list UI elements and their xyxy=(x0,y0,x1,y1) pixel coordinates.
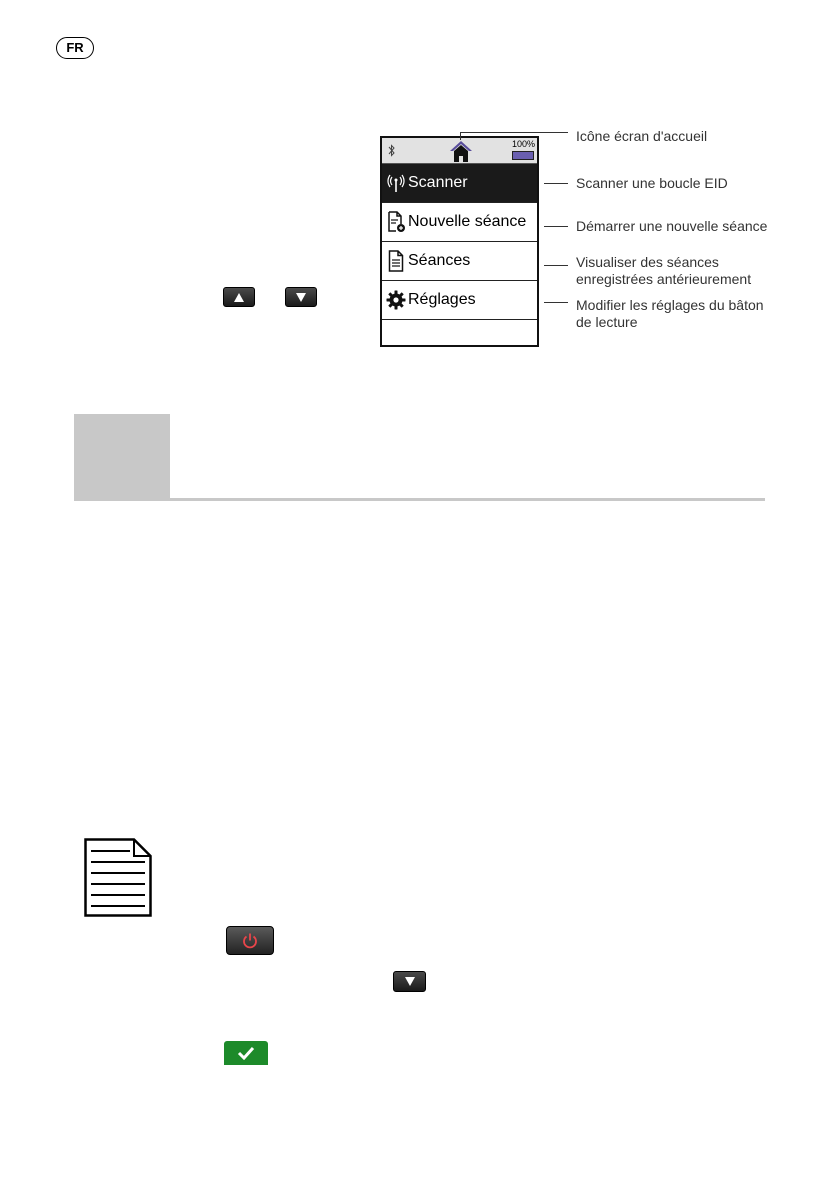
callout-line-new-session xyxy=(544,226,568,227)
down-key-button-instruction xyxy=(393,971,426,992)
callout-scanner: Scanner une boucle EID xyxy=(576,175,728,191)
new-document-icon xyxy=(387,211,405,233)
menu-item-label: Séances xyxy=(408,252,471,269)
callout-line-scanner xyxy=(544,183,568,184)
status-bar xyxy=(382,138,537,164)
document-icon xyxy=(388,250,404,272)
checkmark-icon xyxy=(237,1046,255,1060)
callout-line-sessions xyxy=(544,265,568,266)
up-key-button xyxy=(223,287,255,307)
home-icon xyxy=(449,140,473,163)
down-arrow-icon xyxy=(405,977,415,986)
callout-sessions-line2: enregistrées antérieurement xyxy=(576,271,752,287)
callout-settings-line2: de lecture xyxy=(576,314,638,330)
section-divider xyxy=(74,498,765,501)
battery-percent: 100% xyxy=(511,139,535,149)
down-arrow-icon xyxy=(296,293,306,302)
menu-item-label: Nouvelle séance xyxy=(408,213,527,230)
up-arrow-icon xyxy=(234,293,244,302)
menu-item-label: Scanner xyxy=(408,174,468,191)
section-number-box xyxy=(74,414,170,500)
callout-settings-line1: Modifier les réglages du bâton xyxy=(576,297,764,313)
callout-line-settings xyxy=(544,302,568,303)
menu-item-sessions[interactable] xyxy=(382,242,537,281)
callout-new-session: Démarrer une nouvelle séance xyxy=(576,218,768,234)
note-icon xyxy=(84,838,152,922)
callout-line-home xyxy=(460,132,568,133)
bluetooth-icon xyxy=(388,144,395,157)
menu-item-settings[interactable] xyxy=(382,281,537,320)
power-icon xyxy=(241,932,259,950)
language-badge: FR xyxy=(56,37,94,59)
down-key-button xyxy=(285,287,317,307)
antenna-icon xyxy=(386,174,406,192)
ok-key-button xyxy=(224,1041,268,1065)
callout-home-icon: Icône écran d'accueil xyxy=(576,128,708,144)
gear-icon xyxy=(386,290,406,310)
power-key-button xyxy=(226,926,274,955)
menu-item-new-session[interactable] xyxy=(382,203,537,242)
device-screen xyxy=(380,136,539,347)
callout-sessions-line1: Visualiser des séances xyxy=(576,254,719,270)
battery-icon xyxy=(512,151,534,160)
menu-item-label: Réglages xyxy=(408,291,476,308)
menu-item-scanner[interactable] xyxy=(382,164,537,203)
callout-line-home-vertical xyxy=(460,132,461,140)
